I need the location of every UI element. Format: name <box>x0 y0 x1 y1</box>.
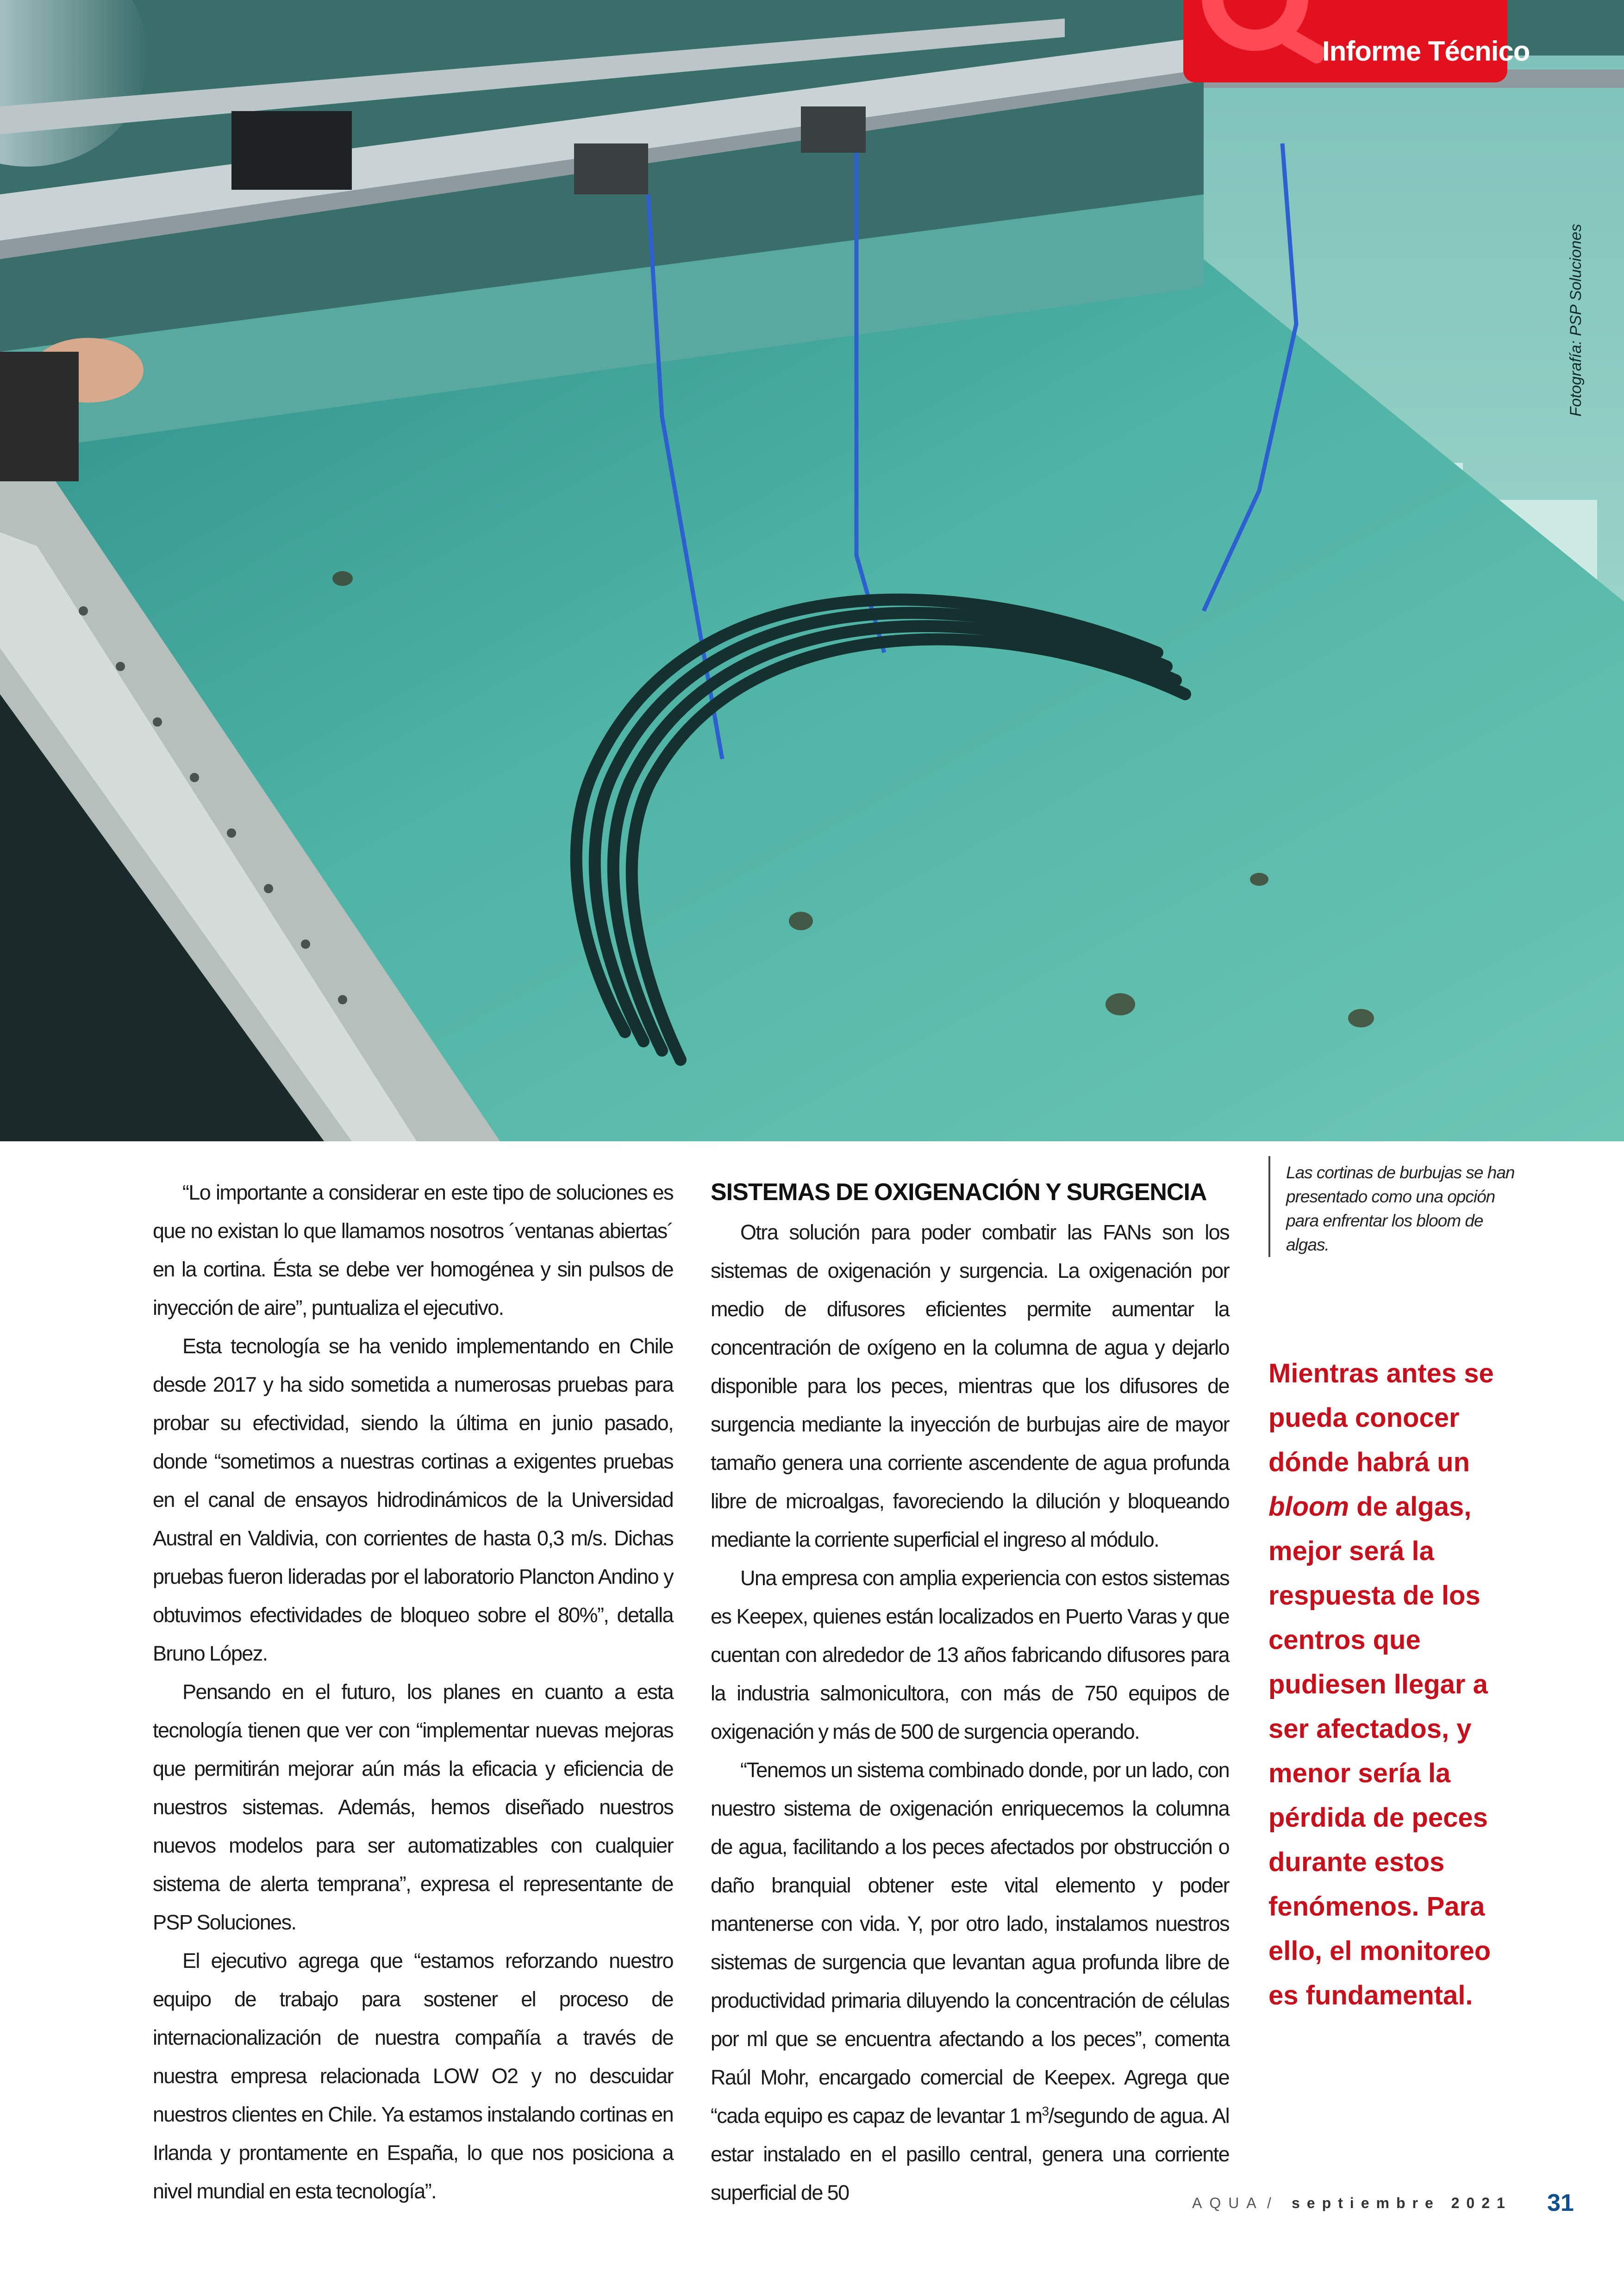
paragraph: “Lo importante a considerar en este tipo de soluciones es que no existan lo que llamamos nosotros ´ventanas abiertas´ en la cortina. Ésta se debe ver homogénea y sin pulsos de inyección de aire”, puntualiza el ejecutivo. <box>153 1181 673 1319</box>
superscript: 3 <box>1042 2104 1049 2118</box>
paragraph: El ejecutivo agrega que “estamos reforzando nuestro equipo de trabajo para sostener el proceso de internacionalización de nuestra compañía a través de nuestra empresa relacionada LOW O2 y no descuidar nuestros clientes en Chile. Ya estamos instalando cortinas en Irlanda y prontamente en España, lo que nos posiciona a nivel mundial en esta tecnología”. <box>153 1949 673 2203</box>
footer-separator: / <box>1267 2195 1271 2211</box>
footer-magazine: AQUA <box>1192 2195 1264 2211</box>
pull-quote-emphasis: bloom <box>1268 1492 1349 1522</box>
paragraph-text: “Tenemos un sistema combinado donde, por un lado, con nuestro sistema de oxigenación enriquecemos la columna de agua, facilitando a los peces afectados por obstrucción o daño branquial obtener este vital elemento y poder mantenerse con vida. Y, por otro lado, instalamos nuestros sistemas de surgencia que levantan agua profunda libre de productividad primaria diluyendo la concentración de células por ml que se encuentra afectando a los peces”, comenta Raúl Mohr, encargado comercial de Keepex. Agrega que “cada equipo es capaz de levantar 1 m <box>711 1758 1229 2128</box>
section-tab <box>1183 0 1530 82</box>
tank-illustration <box>0 0 1624 1141</box>
article-column-middle <box>711 1173 1229 2212</box>
paragraph: Esta tecnología se ha venido implementando en Chile desde 2017 y ha sido sometida a numerosas pruebas para probar su efectividad, siendo la última en junio pasado, donde “sometimos a nuestras cortinas a exigentes pruebas en el canal de ensayos hidrodinámicos de la Universidad Austral en Valdivia, con corrientes de hasta 0,3 m/s. Dichas pruebas fueron lideradas por el laboratorio Plancton Andino y obtuvimos efectividades de bloqueo sobre el 80%”, detalla Bruno López. <box>153 1334 673 1665</box>
paragraph-text: /segundo de agua. Al estar instalado en el pasillo central, genera una corriente superficial de 50 <box>711 2104 1229 2204</box>
pull-quote <box>1268 1351 1528 2018</box>
section-label: Informe Técnico <box>1322 36 1530 67</box>
article-column-left <box>153 1173 673 2210</box>
pull-quote-text: de algas, mejor será la respuesta de los centros que pudiesen llegar a ser afectados, y menor sería la pérdida de peces durante estos fenómenos. Para ello, el monitoreo es fundamental. <box>1268 1492 1491 2010</box>
footer-date: septiembre 2021 <box>1292 2195 1512 2211</box>
pull-quote-text: Mientras antes se pueda conocer dónde habrá un <box>1268 1358 1494 1477</box>
section-heading: SISTEMAS DE OXIGENACIÓN Y SURGENCIA <box>711 1179 1207 1206</box>
hero-photo <box>0 0 1624 1141</box>
caption-rule <box>1268 1156 1270 1257</box>
photo-caption: Las cortinas de burbujas se han presentado como una opción para enfrentar los bloom de algas. <box>1286 1163 1515 1254</box>
paragraph: Una empresa con amplia experiencia con estos sistemas es Keepex, quienes están localizados en Puerto Varas y que cuentan con alrededor de 13 años fabricando difusores para la industria salmonicultora, con más de 750 equipos de oxigenación y más de 500 de surgencia operando. <box>711 1566 1229 1743</box>
paragraph <box>711 1751 1229 2212</box>
q-logo-tail <box>1279 27 1329 66</box>
paragraph: Otra solución para poder combatir las FANs son los sistemas de oxigenación y surgencia. La oxigenación por medio de difusores eficientes permite aumentar la concentración de oxígeno en la columna de agua y dejarlo disponible para los peces, mientras que los difusores de surgencia mediante la inyección de burbujas aire de mayor tamaño genera una corriente ascendente de agua profunda libre de microalgas, favoreciendo la dilución y bloqueando mediante la corriente superficial el ingreso al módulo. <box>711 1220 1229 1551</box>
page-number: 31 <box>1547 2190 1574 2216</box>
photo-credit: Fotografía: PSP Soluciones <box>1567 224 1585 417</box>
paragraph: Pensando en el futuro, los planes en cuanto a esta tecnología tienen que ver con “implementar nuevas mejoras que permitirán mejorar aún más la eficacia y eficiencia de nuestros sistemas. Además, hemos diseñado nuestros nuevos modelos para ser automatizables con cualquier sistema de alerta temprana”, expresa el representante de PSP Soluciones. <box>153 1680 673 1934</box>
